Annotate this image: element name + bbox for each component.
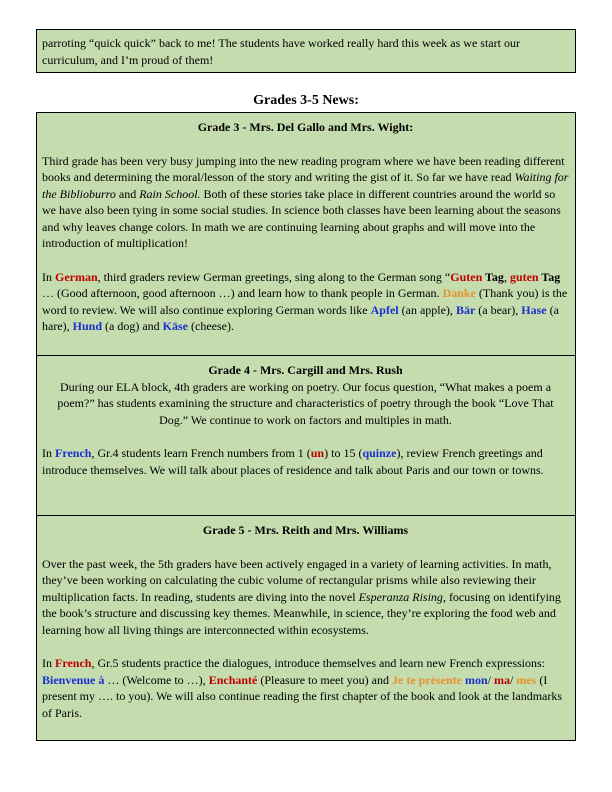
grade3-paragraph-2 [42,269,569,335]
intro-continuation-text: parroting “quick quick” back to me! The students have worked really hard this week as we start our curriculum, and I’m proud of them! [42,36,520,67]
text-run: In [42,446,55,460]
vocab-word: mon [464,672,488,687]
text-run: … (Good afternoon, good afternoon …) and learn how to thank people in German. [42,286,443,300]
text-run: (a bear), [475,302,522,317]
grade5-paragraph-2 [42,655,569,721]
book-title: Waiting for the Biblioburro [42,170,569,201]
text-run: (a hare), [42,302,559,333]
vocab-word: Tag [538,269,561,284]
book-title: Esperanza Rising [358,589,443,604]
text-run: and [115,186,140,201]
vocab-word: Je te présente [392,672,462,687]
text-run: (an apple), [398,302,456,317]
vocab-word: Enchanté [208,672,258,687]
text-run: , Gr.4 students learn French numbers from 1 ( [91,446,311,460]
text-run: Over the past week, the 5th graders have been actively engaged in a variety of learning activities. In math, they’ve been working on calculating the cubic volume of rectangular prisms while also reviewing their multiplication facts. In reading, students are diving into the novel [42,556,552,604]
grade5-paragraph-1 [42,556,569,639]
grade4-paragraph-1: During our ELA block, 4th graders are working on poetry. Our focus question, “What makes a poem a poem?” has students examining the structure and characteristics of poetry through the book “Love That Dog.” We continue to work on factors and multiples in math. [57,379,554,427]
text-run: ) to 15 ( [324,446,363,460]
vocab-word: guten [509,269,539,284]
text-run: , third graders review German greetings, sing along to the German song “ [97,269,451,284]
vocab-word: Hund [72,319,103,333]
vocab-word: ma [493,672,510,687]
vocab-word: un [310,446,325,460]
vocab-word: mes [516,672,537,687]
text-run: (I present my …. to you). We will also continue reading the first chapter of the book and look at the landmarks of Paris. [42,672,563,720]
text-run: (Thank you) is the word to review. We will also continue exploring German words like [42,286,568,317]
grade4-box [36,355,576,516]
text-run: (cheese). [188,319,234,333]
language-label: German [55,269,98,284]
text-run: , Gr.5 students practice the dialogues, introduce themselves and learn new French expressions: [91,656,545,670]
text-run: In [42,269,55,284]
grade3-heading: Grade 3 - Mrs. Del Gallo and Mrs. Wight: [197,120,414,134]
grade3-box [36,112,576,356]
text-run: (a dog) and [102,319,163,333]
text-run: (Pleasure to meet you) and [257,672,392,687]
text-run: … (Welcome to …), [104,672,209,687]
language-label: French [55,656,92,670]
text-run: In [42,656,55,670]
vocab-word: Bär [455,302,476,317]
grade5-box [36,515,576,741]
vocab-word: Apfel [370,302,399,317]
text-run: / [509,672,517,687]
vocab-word: Guten [450,269,483,284]
vocab-word: Käse [162,319,189,333]
grade5-heading: Grade 5 - Mrs. Reith and Mrs. Williams [202,523,409,537]
intro-continuation-box [36,29,576,73]
grade3-paragraph-1 [42,153,569,252]
vocab-word: Danke [442,286,476,300]
book-title: Rain School. [139,186,201,201]
vocab-word: Hase [521,302,547,317]
text-run: ), review French greetings and introduce themselves. We will talk about places of residence and talk about Paris and our town or towns. [42,446,544,477]
vocab-word: quinze [362,446,397,460]
text-run: , [503,269,510,284]
vocab-word: Bienvenue à [42,672,105,687]
text-run: / [487,672,494,687]
language-label: French [55,446,92,460]
text-run: Both of these stories take place in different countries around the world so we have also been tying in some social studies. In science both classes have been learning about the seasons and why leaves change colors. In math we are continuing learning about graphs and will move into the introduction of multiplication! [42,186,561,250]
vocab-word: Tag [482,269,504,284]
grade4-heading: Grade 4 - Mrs. Cargill and Mrs. Rush [208,363,403,377]
text-run: Third grade has been very busy jumping into the new reading program where we have been reading different books and determining the moral/lesson of the story and writing the gist of it. So far we have read [42,153,565,184]
grade4-paragraph-2 [42,445,569,478]
section-title: Grades 3-5 News: [253,93,359,108]
text-run: , focusing on identifying the book’s structure and discussing key themes. Meanwhile, in science, they’re exploring the food web and learning how all living things are interconnected within ecosystems. [42,589,561,637]
